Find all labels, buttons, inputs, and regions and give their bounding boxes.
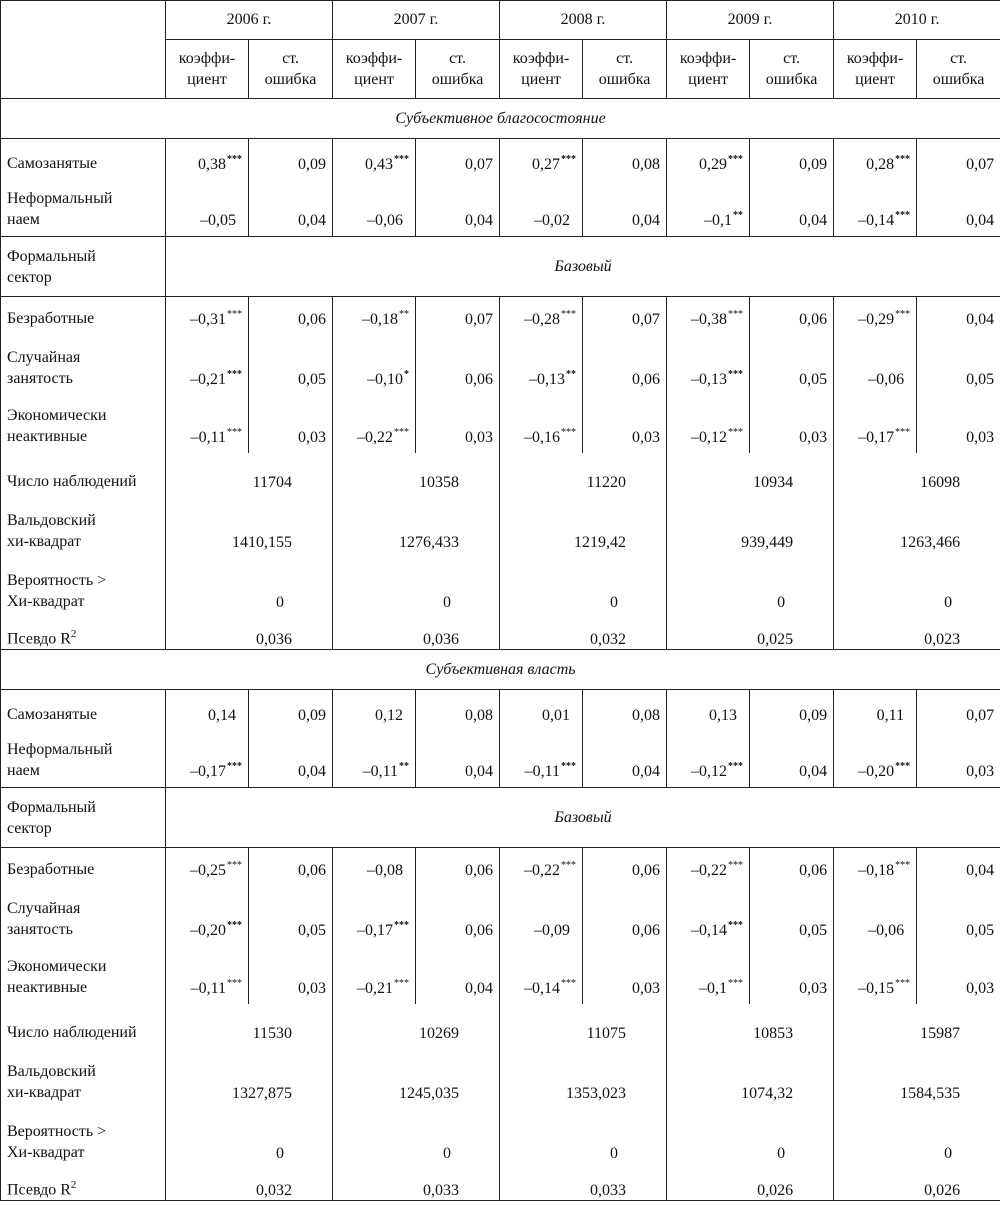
coef-cell: 0,38***	[166, 139, 249, 180]
coef-cell: –0,15***	[834, 946, 917, 1004]
se-cell: 0,06	[750, 848, 834, 886]
row-inactive	[1, 946, 1000, 1004]
significance-stars: ***	[561, 761, 577, 772]
stat-value: 0,023	[834, 612, 1000, 650]
stat-value: 10358	[333, 453, 500, 492]
significance-stars: ***	[227, 859, 242, 871]
coef-cell: –0,22***	[500, 848, 583, 886]
significance-stars: ***	[895, 153, 911, 165]
se-cell: 0,06	[416, 335, 500, 395]
coef-subheader: коэффи- циент	[500, 40, 583, 99]
coef-cell: –0,10*	[333, 335, 416, 395]
row-nobs	[1, 1004, 1000, 1043]
coef-cell: 0,01	[500, 690, 583, 731]
base-category-label: Базовый	[166, 237, 1000, 297]
year-header: 2007 г.	[333, 1, 500, 40]
se-cell: 0,06	[416, 886, 500, 946]
coef-cell: 0,14	[166, 690, 249, 731]
coef-cell: –0,13***	[667, 335, 750, 395]
se-cell: 0,04	[416, 731, 500, 788]
se-cell: 0,04	[583, 731, 667, 788]
significance-stars: ***	[227, 153, 242, 165]
se-cell: 0,05	[249, 335, 333, 395]
table-body	[1, 99, 1000, 1201]
stat-value: 1410,155	[166, 492, 333, 552]
year-header: 2009 г.	[667, 1, 834, 40]
stat-value: 11530	[166, 1004, 333, 1043]
significance-stars: ***	[895, 977, 911, 989]
significance-stars: ***	[728, 761, 744, 772]
se-cell: 0,07	[917, 690, 1000, 731]
year-header: 2006 г.	[166, 1, 333, 40]
coef-cell: –0,22***	[667, 848, 750, 886]
row-label-nobs: Число наблюдений	[1, 1004, 166, 1043]
significance-stars: ***	[728, 308, 744, 320]
se-cell: 0,06	[583, 335, 667, 395]
stat-value: 0,033	[500, 1163, 667, 1201]
stat-value: 0,036	[166, 612, 333, 650]
coef-cell: –0,12***	[667, 395, 750, 453]
coef-cell: –0,16***	[500, 395, 583, 453]
stat-value: 0,033	[333, 1163, 500, 1201]
stat-value: 0,032	[166, 1163, 333, 1201]
significance-stars: ***	[561, 426, 577, 438]
row-casual	[1, 886, 1000, 946]
se-cell: 0,08	[583, 690, 667, 731]
coef-cell: –0,1**	[667, 180, 750, 237]
significance-stars: **	[399, 761, 410, 772]
superscript-2: 2	[70, 1178, 77, 1191]
year-header: 2010 г.	[834, 1, 1000, 40]
row-casual	[1, 335, 1000, 395]
coef-cell: –0,12***	[667, 731, 750, 788]
significance-stars: ***	[561, 308, 577, 320]
significance-stars: **	[566, 368, 577, 380]
se-cell: 0,09	[750, 690, 834, 731]
stat-value: 15987	[834, 1004, 1000, 1043]
se-cell: 0,06	[249, 848, 333, 886]
se-cell: 0,05	[249, 886, 333, 946]
significance-stars: *	[404, 368, 410, 380]
significance-stars: ***	[728, 977, 744, 989]
se-cell: 0,03	[583, 395, 667, 453]
row-label-casual: Случайная занятость	[1, 335, 166, 395]
row-label-unemployed: Безработные	[1, 297, 166, 335]
section-title: Субъективное благосостояние	[1, 99, 1000, 139]
se-cell: 0,03	[917, 395, 1000, 453]
significance-stars: ***	[227, 368, 242, 380]
se-cell: 0,04	[416, 946, 500, 1004]
coef-cell: –0,25***	[166, 848, 249, 886]
se-cell: 0,04	[750, 731, 834, 788]
se-cell: 0,04	[917, 297, 1000, 335]
coef-cell: 0,28***	[834, 139, 917, 180]
stat-value: 0	[834, 552, 1000, 612]
se-cell: 0,07	[416, 139, 500, 180]
coef-cell: –0,31***	[166, 297, 249, 335]
coef-subheader: коэффи- циент	[333, 40, 416, 99]
coef-cell: –0,18**	[333, 297, 416, 335]
superscript-2: 2	[70, 627, 77, 640]
se-cell: 0,06	[583, 886, 667, 946]
coef-cell: –0,02	[500, 180, 583, 237]
se-cell: 0,07	[917, 139, 1000, 180]
se-cell: 0,03	[750, 946, 834, 1004]
row-pseudo	[1, 1163, 1000, 1201]
significance-stars: ***	[227, 426, 242, 438]
stat-value: 11704	[166, 453, 333, 492]
stat-value: 11075	[500, 1004, 667, 1043]
significance-stars: ***	[895, 426, 911, 438]
row-label-wald: Вальдовский хи-квадрат	[1, 492, 166, 552]
se-cell: 0,04	[917, 180, 1000, 237]
significance-stars: ***	[895, 210, 911, 221]
coef-cell: –0,06	[834, 886, 917, 946]
coef-cell: –0,17***	[333, 886, 416, 946]
significance-stars: ***	[895, 308, 911, 320]
row-label-selfemployed: Самозанятые	[1, 690, 166, 731]
stat-value: 0	[166, 552, 333, 612]
row-informal	[1, 180, 1000, 237]
row-selfemployed	[1, 690, 1000, 731]
significance-stars: ***	[728, 919, 744, 931]
coef-subheader: коэффи- циент	[166, 40, 249, 99]
se-cell: 0,05	[917, 335, 1000, 395]
se-cell: 0,03	[249, 946, 333, 1004]
se-cell: 0,06	[583, 848, 667, 886]
stat-value: 0,036	[333, 612, 500, 650]
coef-subheader: коэффи- циент	[667, 40, 750, 99]
row-label-wald: Вальдовский хи-квадрат	[1, 1043, 166, 1103]
se-subheader: ст. ошибка	[750, 40, 834, 99]
coef-cell: –0,14***	[834, 180, 917, 237]
row-label-selfemployed: Самозанятые	[1, 139, 166, 180]
coef-cell: –0,29***	[834, 297, 917, 335]
coef-cell: 0,11	[834, 690, 917, 731]
se-cell: 0,06	[416, 848, 500, 886]
row-prob	[1, 1103, 1000, 1163]
row-label-prob: Вероятность > Хи-квадрат	[1, 552, 166, 612]
row-wald	[1, 492, 1000, 552]
row-nobs	[1, 453, 1000, 492]
stat-value: 0	[333, 552, 500, 612]
se-cell: 0,03	[416, 395, 500, 453]
se-subheader: ст. ошибка	[917, 40, 1000, 99]
row-label-formal: Формальный сектор	[1, 788, 166, 848]
significance-stars: ***	[728, 426, 744, 438]
se-cell: 0,05	[917, 886, 1000, 946]
stat-value: 0,026	[834, 1163, 1000, 1201]
stat-value: 0,032	[500, 612, 667, 650]
row-label-formal: Формальный сектор	[1, 237, 166, 297]
coef-cell: –0,20***	[834, 731, 917, 788]
se-cell: 0,06	[249, 297, 333, 335]
stat-value: 1584,535	[834, 1043, 1000, 1103]
row-formal-sector	[1, 237, 1000, 297]
se-cell: 0,04	[583, 180, 667, 237]
coef-cell: –0,38***	[667, 297, 750, 335]
row-label-prob: Вероятность > Хи-квадрат	[1, 1103, 166, 1163]
stat-value: 0	[166, 1103, 333, 1163]
coef-cell: 0,43***	[333, 139, 416, 180]
year-header: 2008 г.	[500, 1, 667, 40]
significance-stars: ***	[227, 761, 242, 772]
stat-value: 0	[333, 1103, 500, 1163]
row-label-pseudo: Псевдо $R^2$	[1, 1163, 166, 1201]
row-inactive	[1, 395, 1000, 453]
se-cell: 0,09	[750, 139, 834, 180]
row-unemployed	[1, 848, 1000, 886]
stat-value: 0,026	[667, 1163, 834, 1201]
row-formal-sector	[1, 788, 1000, 848]
stat-value: 0	[667, 552, 834, 612]
se-cell: 0,09	[249, 690, 333, 731]
stat-value: 0,025	[667, 612, 834, 650]
section-title: Субъективная власть	[1, 650, 1000, 690]
coef-cell: –0,20***	[166, 886, 249, 946]
coef-cell: –0,05	[166, 180, 249, 237]
se-subheader: ст. ошибка	[249, 40, 333, 99]
stat-value: 11220	[500, 453, 667, 492]
coef-cell: –0,06	[834, 335, 917, 395]
stat-value: 0	[834, 1103, 1000, 1163]
significance-stars: ***	[561, 859, 577, 871]
coef-subheader: коэффи- циент	[834, 40, 917, 99]
coef-cell: 0,12	[333, 690, 416, 731]
significance-stars: **	[399, 308, 410, 320]
stat-value: 0	[500, 552, 667, 612]
se-cell: 0,03	[750, 395, 834, 453]
stat-value: 1353,023	[500, 1043, 667, 1103]
se-cell: 0,03	[249, 395, 333, 453]
coef-cell: 0,13	[667, 690, 750, 731]
significance-stars: ***	[394, 919, 410, 931]
coef-cell: 0,27***	[500, 139, 583, 180]
coef-cell: –0,28***	[500, 297, 583, 335]
se-cell: 0,07	[416, 297, 500, 335]
coef-cell: –0,11***	[166, 946, 249, 1004]
row-informal	[1, 731, 1000, 788]
coef-cell: –0,14***	[667, 886, 750, 946]
significance-stars: ***	[394, 977, 410, 989]
significance-stars: ***	[394, 153, 410, 165]
coef-cell: –0,22***	[333, 395, 416, 453]
row-label-pseudo: Псевдо $R^2$	[1, 612, 166, 650]
se-cell: 0,04	[249, 731, 333, 788]
stat-value: 0	[667, 1103, 834, 1163]
coef-cell: –0,17***	[166, 731, 249, 788]
row-prob	[1, 552, 1000, 612]
significance-stars: ***	[895, 761, 911, 772]
coef-cell: –0,14***	[500, 946, 583, 1004]
row-pseudo	[1, 612, 1000, 650]
significance-stars: **	[733, 210, 744, 221]
row-wald	[1, 1043, 1000, 1103]
se-cell: 0,06	[750, 297, 834, 335]
significance-stars: ***	[394, 426, 410, 438]
section-title-row	[1, 650, 1000, 690]
se-cell: 0,05	[750, 886, 834, 946]
stat-value: 10269	[333, 1004, 500, 1043]
significance-stars: ***	[728, 859, 744, 871]
coef-cell: –0,17***	[834, 395, 917, 453]
significance-stars: ***	[227, 977, 242, 989]
coef-cell: –0,11***	[500, 731, 583, 788]
row-label-informal: Неформальный наем	[1, 180, 166, 237]
significance-stars: ***	[227, 919, 242, 931]
stat-value: 1074,32	[667, 1043, 834, 1103]
significance-stars: ***	[728, 368, 744, 380]
stat-value: 939,449	[667, 492, 834, 552]
stat-value: 1245,035	[333, 1043, 500, 1103]
se-cell: 0,09	[249, 139, 333, 180]
se-cell: 0,03	[583, 946, 667, 1004]
se-cell: 0,05	[750, 335, 834, 395]
row-selfemployed	[1, 139, 1000, 180]
se-subheader: ст. ошибка	[416, 40, 500, 99]
header-corner-cell	[1, 1, 166, 99]
significance-stars: ***	[895, 859, 911, 871]
stat-value: 0	[500, 1103, 667, 1163]
stat-value: 1276,433	[333, 492, 500, 552]
coef-cell: –0,13**	[500, 335, 583, 395]
se-cell: 0,04	[917, 848, 1000, 886]
significance-stars: ***	[561, 153, 577, 165]
row-label-unemployed: Безработные	[1, 848, 166, 886]
se-cell: 0,04	[416, 180, 500, 237]
se-subheader: ст. ошибка	[583, 40, 667, 99]
row-unemployed	[1, 297, 1000, 335]
coef-cell: 0,29***	[667, 139, 750, 180]
coef-cell: –0,18***	[834, 848, 917, 886]
coef-cell: –0,11**	[333, 731, 416, 788]
stat-value: 16098	[834, 453, 1000, 492]
stat-value: 10853	[667, 1004, 834, 1043]
coef-cell: –0,1***	[667, 946, 750, 1004]
stat-value: 10934	[667, 453, 834, 492]
row-label-casual: Случайная занятость	[1, 886, 166, 946]
coef-cell: –0,08	[333, 848, 416, 886]
coef-cell: –0,11***	[166, 395, 249, 453]
header-years-row	[1, 1, 1000, 40]
se-cell: 0,04	[249, 180, 333, 237]
row-label-informal: Неформальный наем	[1, 731, 166, 788]
coef-cell: –0,21***	[166, 335, 249, 395]
se-cell: 0,08	[416, 690, 500, 731]
coef-cell: –0,21***	[333, 946, 416, 1004]
se-cell: 0,07	[583, 297, 667, 335]
coef-cell: –0,09	[500, 886, 583, 946]
stat-value: 1327,875	[166, 1043, 333, 1103]
significance-stars: ***	[227, 308, 242, 320]
stat-value: 1219,42	[500, 492, 667, 552]
se-cell: 0,03	[917, 946, 1000, 1004]
se-cell: 0,03	[917, 731, 1000, 788]
significance-stars: ***	[561, 977, 577, 989]
row-label-inactive: Экономически неактивные	[1, 946, 166, 1004]
coef-cell: –0,06	[333, 180, 416, 237]
row-label-inactive: Экономически неактивные	[1, 395, 166, 453]
stat-value: 1263,466	[834, 492, 1000, 552]
se-cell: 0,04	[750, 180, 834, 237]
row-label-nobs: Число наблюдений	[1, 453, 166, 492]
significance-stars: ***	[728, 153, 744, 165]
se-cell: 0,08	[583, 139, 667, 180]
section-title-row	[1, 99, 1000, 139]
base-category-label: Базовый	[166, 788, 1000, 848]
